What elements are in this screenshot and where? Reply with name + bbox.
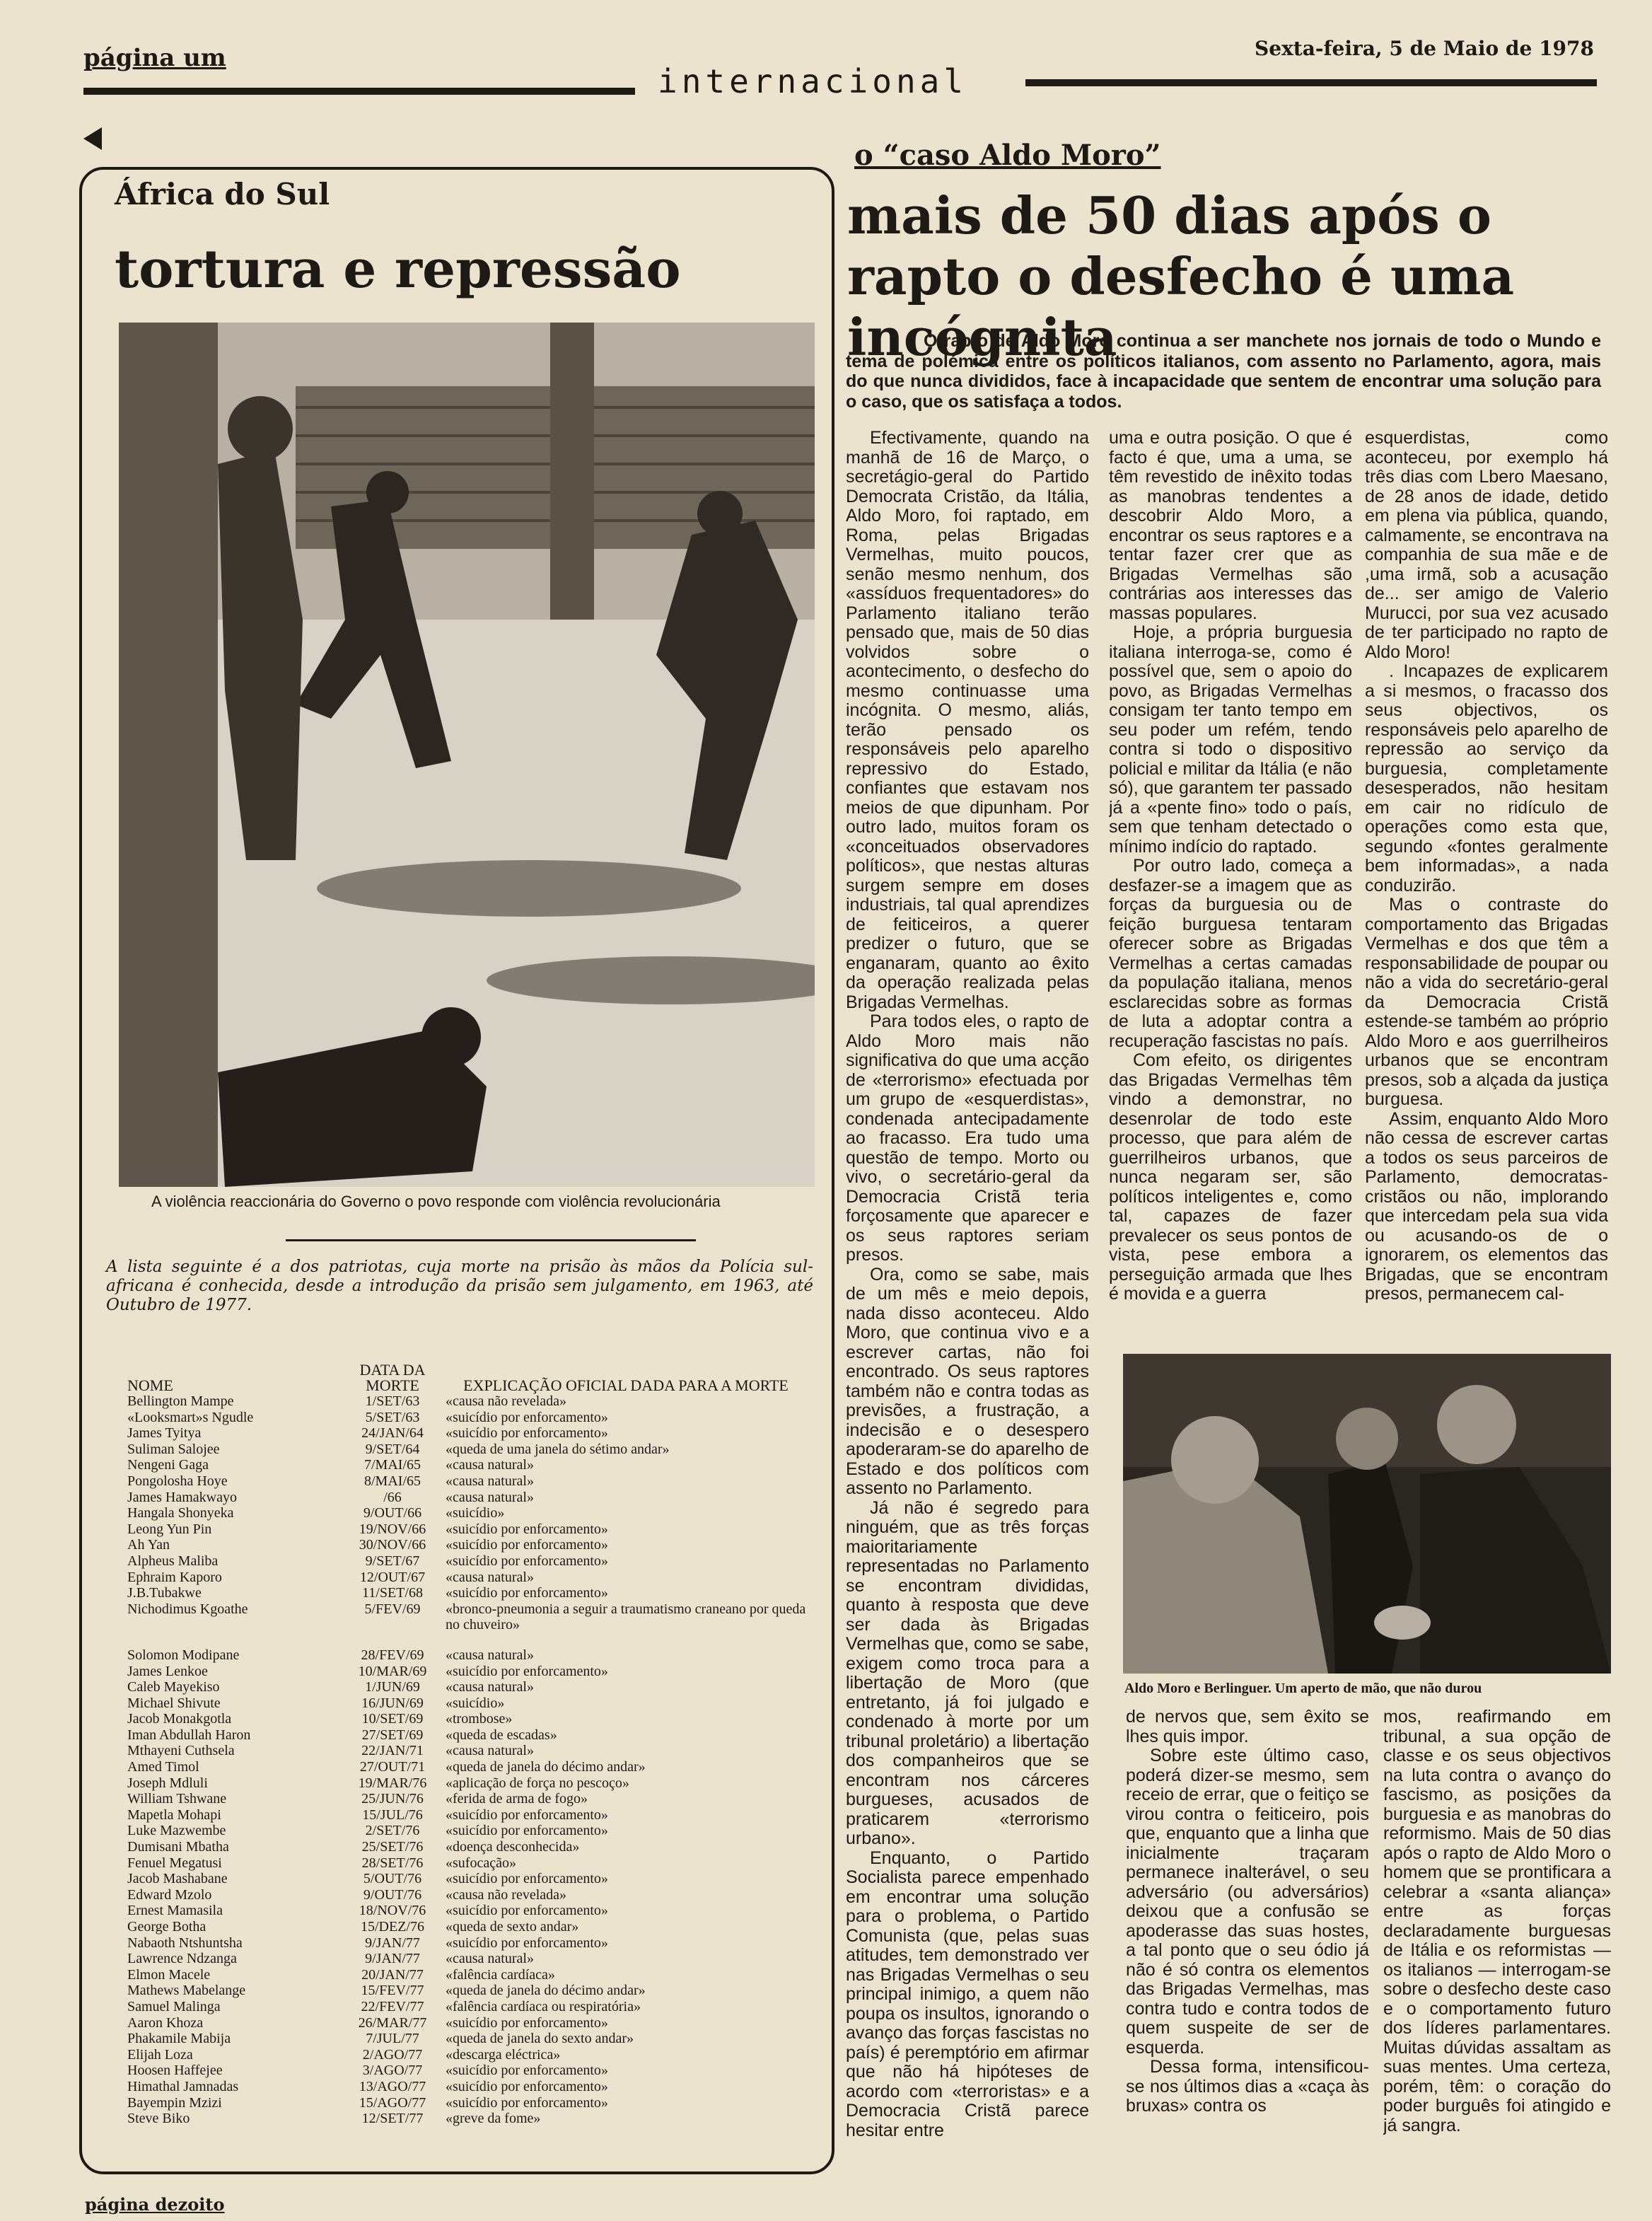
col2b-paragraph: Dessa forma, intensificou-se nos últimos dias a «caça às bruxas» contra os [1126,2057,1369,2116]
row-date: 18/NOV/76 [359,1903,426,1919]
row-name: Dumisani Mbatha [127,1839,229,1855]
row-explanation: «causa natural» [446,1569,534,1585]
row-name: Aaron Khoza [127,2014,204,2031]
row-explanation: «suicídio por enforcamento» [446,1537,608,1553]
row-date: 5/OUT/76 [363,1871,422,1887]
right-lede: O rapto de Aldo Moro continua a ser manchete nos jornais de todo o Mundo e tema de polémica entre os políticos italianos, com assento no Parlamento, agora, mais do que nunca divididos, face à incapacidade que sentem de encontrar uma solução para o caso, que os satisfaça a todos. [846,331,1601,412]
issue-date: Sexta-feira, 5 de Maio de 1978 [1255,37,1594,60]
table-row [127,1743,806,1759]
caption-divider [286,1239,696,1241]
row-date: 25/SET/76 [361,1839,424,1855]
row-explanation: «doença desconhecida» [446,1839,580,1855]
table-row [127,1951,806,1967]
table-row [127,1871,806,1887]
row-name: Mthayeni Cuthsela [127,1743,235,1759]
row-date: 24/JAN/64 [361,1425,424,1442]
row-name: Mathews Mabelange [127,1983,246,1999]
col3-paragraph: Assim, enquanto Aldo Moro não cessa de escrever cartas a todos os seus parceiros de Parlamento, democratas-cristãos ou não, implorando que intercedam pela sua vida ou acusando-os de o ignorarem, os elementos das Brigadas, que se encontram presos, permanecem cal- [1365,1108,1608,1304]
row-date: 26/MAR/77 [358,2014,427,2031]
row-date: 16/JUN/69 [361,1695,424,1711]
row-explanation: «suicídio por enforcamento» [446,1585,608,1601]
row-explanation: «causa natural» [446,1743,534,1759]
row-explanation: «sufocação» [446,1855,516,1871]
row-date: 5/FEV/69 [364,1601,421,1617]
table-row [127,1664,806,1680]
right-column-3 [1365,429,1608,1337]
row-name: Bayempin Mzizi [127,2094,222,2111]
table-row [127,1775,806,1792]
table-row [127,1823,806,1839]
row-explanation: «queda de janela do sexto andar» [446,2031,634,2047]
row-name: Nabaoth Ntshuntsha [127,1935,243,1951]
col3-paragraph: Mas o contraste do comportamento das Brigadas Vermelhas e dos que têm a responsabilidade de poupar ou não a vida do secretário-geral da Democracia Cristã estende-se também ao próprio Aldo Moro e aos guerrilheiros urbanos que se encontram presos, sob a alçada da justiça burguesa. [1365,895,1608,1109]
row-explanation: «suicídio por enforcamento» [446,2078,608,2094]
row-name: Himathal Jamnadas [127,2078,239,2094]
row-explanation: «suicídio por enforcamento» [446,1521,608,1537]
row-explanation: «suicídio por enforcamento» [446,2014,608,2031]
row-name: Iman Abdullah Haron [127,1727,251,1743]
table-row [127,1585,806,1601]
col2-paragraph: uma e outra posição. O que é facto é que, uma a uma, se têm revestido de inêxito todas as manobras tendentes a descobrir Aldo Moro, a encontrar os seus raptores e a tentar fazer crer que as Brigadas Vermelhas são contrárias aos interesses das massas populares. [1109,429,1352,623]
row-name: Mapetla Mohapi [127,1807,221,1823]
table-row [127,1887,806,1903]
row-name: Ah Yan [127,1537,170,1553]
row-date: 9/JAN/77 [365,1935,420,1951]
row-explanation: «aplicação de força no pescoço» [446,1775,629,1791]
table-row [127,1807,806,1823]
row-name: Caleb Mayekiso [127,1679,220,1695]
row-explanation: «causa natural» [446,1457,534,1473]
table-row [127,1601,806,1633]
table-row [127,1679,806,1695]
row-date: /66 [383,1489,402,1505]
col2-paragraph: Com efeito, os dirigentes das Brigadas Vermelhas têm vindo a demonstrar, no desenrolar de todo este processo, que para além de guerrilheiros urbanos, que nunca negaram ser, são políticos inteligentes e, como tal, capazes de fazer prevalecer os seus pontos de vista, pese embora a perseguição armada que lhes é movida e a guerra [1109,1050,1352,1304]
row-name: Elijah Loza [127,2046,193,2063]
table-row [127,1919,806,1935]
table-row [127,1537,806,1553]
row-name: Hoosen Haffejee [127,2063,223,2079]
row-date: 15/AGO/77 [359,2094,426,2111]
row-name: Ephraim Kaporo [127,1569,222,1585]
row-date: 10/SET/69 [361,1711,424,1727]
col3b-paragraph: mos, reafirmando em tribunal, a sua opção de classe e os seus objectivos na luta contra o avanço do fascismo, as posições da burguesia e as manobras do reformismo. Mais de 50 dias após o rapto de Aldo Moro o homem que se prontificara a celebrar a «santa aliança» entre as forças declaradamente burguesas de Itália e os reformistas — os italianos — interrogam-se sobre o desfecho deste caso e o comportamento futuro dos líderes parlamentares. Muitas dúvidas assaltam as suas mentes. Uma certeza, porém, têm: o coração do poder burguês foi atingido e já sangra. [1383,1707,1611,2135]
table-row [127,2095,806,2111]
table-row [127,1967,806,1983]
right-column-2 [1109,429,1352,1337]
col2-paragraph: Por outro lado, começa a desfazer-se a imagem que as forças da burguesia ou de feição burguesa tentaram oferecer sobre as Brigadas Vermelhas a certas camadas da população italiana, menos esclarecidas sobre as formas de luta a adoptar contra a recuperação fascistas no país. [1109,856,1352,1051]
table-row [127,2063,806,2079]
row-date: 3/AGO/77 [362,2063,423,2079]
row-name: Edward Mzolo [127,1886,212,1903]
row-date: 19/NOV/66 [359,1521,426,1537]
table-row [127,1903,806,1919]
table-row [127,1425,806,1442]
header-date: DATA DA MORTE [359,1361,426,1394]
row-name: Amed Timol [127,1759,199,1775]
table-row [127,1935,806,1952]
row-date: 2/AGO/77 [362,2046,423,2063]
row-date: 8/MAI/65 [364,1473,421,1489]
row-explanation: «causa natural» [446,1647,534,1663]
left-headline: tortura e repressão [115,239,681,300]
row-explanation: «trombose» [446,1711,513,1727]
row-explanation: «falência cardíaca» [446,1966,555,1983]
row-name: Steve Biko [127,2111,190,2127]
row-name: Nengeni Gaga [127,1457,209,1473]
deaths-table [127,1362,806,2127]
row-date: 27/OUT/71 [359,1759,426,1775]
row-explanation: «suicídio por enforcamento» [446,1425,608,1442]
row-date: 9/OUT/76 [363,1886,422,1903]
left-photo-caption: A violência reaccionária do Governo o povo responde com violência revolucionária [151,1193,721,1210]
row-explanation: «queda de escadas» [446,1727,557,1743]
table-row [127,1839,806,1855]
row-name [127,1633,339,1647]
row-explanation: «suicídio por enforcamento» [446,1553,608,1569]
row-name: Lawrence Ndzanga [127,1951,237,1967]
table-row [127,1727,806,1744]
row-date: 1/SET/63 [365,1393,420,1409]
row-name: James Tyitya [127,1425,202,1442]
row-date: 22/JAN/71 [361,1743,424,1759]
col3-paragraph: . Incapazes de explicarem a si mesmos, o fracasso dos seus objectivos, os responsáveis pelo aparelho de repressão ao serviço da burguesia, completamente desesperados, não hesitam em cair no ridículo de operações como esta que, segundo «fontes geralmente bem informadas», a nada conduzirão. [1365,661,1608,895]
row-name: Solomon Modipane [127,1647,240,1663]
table-row [127,1647,806,1664]
row-explanation: «suicídio» [446,1505,505,1521]
table-row [127,1695,806,1712]
row-date: 10/MAR/69 [358,1663,427,1679]
row-date: 7/JUL/77 [366,2031,419,2047]
row-explanation: «descarga eléctrica» [446,2046,561,2063]
table-row [127,1759,806,1775]
header-explanation: EXPLICAÇÃO OFICIAL DADA PARA A MORTE [463,1376,789,1394]
row-explanation: «queda de janela do décimo andar» [446,1759,646,1775]
row-name: Bellington Mampe [127,1393,234,1409]
row-name: James Lenkoe [127,1663,208,1679]
row-explanation: «suicídio por enforcamento» [446,2063,608,2079]
row-date: 1/JUN/69 [365,1679,420,1695]
table-row [127,1442,806,1458]
row-explanation: «suicídio por enforcamento» [446,1409,608,1425]
col3-paragraph: esquerdistas, como aconteceu, por exemplo há três dias com Lbero Maesano, de 28 anos de idade, detido em plena via pública, quando, calmamente, se encontrava na companhia de sua mãe e de ,uma irmã, sob a acusação de... ser amigo de Valerio Murucci, por sua vez acusado de ter participado no rapto de Aldo Moro! [1365,429,1608,662]
row-explanation: «greve da fome» [446,2111,541,2127]
col1-paragraph: Enquanto, o Partido Socialista parece empenhado em encontrar uma solução para o problema, o Partido Comunista (que, pelas suas atitudes, tem demonstrado ver nas Brigadas Vermelhas o seu principal inimigo, a quem não poupa os insultos, ignorando o avanço das forças fascistas no país) é peremptório em afirmar que não há hipóteses de acordo com «terroristas» e a Democracia Cristã parece hesitar entre [846,1848,1089,2140]
row-explanation: «suicídio por enforcamento» [446,1807,608,1823]
deaths-table-header [127,1362,806,1393]
row-name: Fenuel Megatusi [127,1855,222,1871]
right-kicker: o “caso Aldo Moro” [854,139,1161,172]
row-date: 15/DEZ/76 [361,1919,424,1935]
row-explanation: «causa natural» [446,1489,534,1505]
table-row [127,2111,806,2127]
table-row [127,2031,806,2047]
table-row [127,2079,806,2095]
row-name: Alpheus Maliba [127,1553,219,1569]
col1-paragraph: Para todos eles, o rapto de Aldo Moro mais não significativa do que uma acção de «terrorismo» efectuada por um grupo de «esquerdistas», condenada antecipadamente ao fracasso. Era tudo uma questão de tempo. Morto ou vivo, o secretário-geral da Democracia Cristã teria forçosamente que aparecer e os seus raptores seriam presos. [846,1011,1089,1265]
right-headline: mais de 50 dias após o rapto o desfecho é uma incógnita [847,185,1515,367]
row-date: 27/SET/69 [361,1727,424,1743]
protest-photo-image [119,323,815,1187]
row-explanation: «causa não revelada» [446,1886,567,1903]
right-column-2b [1126,1707,1369,2180]
table-row [127,1457,806,1473]
row-date: 30/NOV/66 [359,1537,426,1553]
row-name: «Looksmart»s Ngudle [127,1409,254,1425]
table-row [127,1410,806,1426]
right-photo-caption: Aldo Moro e Berlinguer. Um aperto de mão, que não durou [1124,1681,1482,1696]
page-footer: página dezoito [85,2194,225,2215]
row-name: James Hamakwayo [127,1489,237,1505]
table-row [127,1521,806,1538]
table-row [127,2047,806,2063]
row-date: 20/JAN/77 [361,1966,424,1983]
col2-paragraph: Hoje, a própria burguesia italiana interroga-se, como é possível que, sem o apoio do povo, as Brigadas Vermelhas consigam ter tanto tempo em seu poder um refém, tendo contra si todo o dispositivo policial e militar da Itália (e não só), que garantem ter passado já a «pente fino» todo o país, sem que tenham detectado o mínimo indício do raptado. [1109,622,1352,857]
row-name: Phakamile Mabija [127,2031,231,2047]
row-name: Leong Yun Pin [127,1521,212,1537]
table-row [127,1791,806,1807]
header-rule-left [83,88,635,95]
row-name: Samuel Malinga [127,1998,221,2014]
row-date: 7/MAI/65 [364,1457,421,1473]
moro-berlinguer-photo [1123,1354,1611,1674]
table-row [127,1999,806,2015]
row-explanation: «suicídio por enforcamento» [446,1903,608,1919]
table-row [127,1711,806,1727]
row-name: William Tshwane [127,1791,227,1807]
section-title: internacional [658,62,968,100]
col1-paragraph: Ora, como se sabe, mais de um mês e meio depois, nada disso aconteceu. Aldo Moro, que continua vivo e a escrever cartas, não foi encontrado. Os seus raptores também não e contra todas as previsões, a frustração, a indecisão e o desespero apoderaram-se do aparelho de Estado e dos políticos com assento no Parlamento. [846,1264,1089,1498]
row-name: George Botha [127,1919,206,1935]
row-name: Elmon Macele [127,1966,211,1983]
row-name: Luke Mazwembe [127,1823,226,1839]
row-name: Jacob Mashabane [127,1871,228,1887]
row-name: Joseph Mdluli [127,1775,208,1791]
table-row [127,1983,806,1999]
col2b-paragraph: Sobre este último caso, poderá dizer-se mesmo, sem receio de errar, que o feitiço se virou contra o feiticeiro, pois que, enquanto que a linha que inicialmente traçaram permanece inalterável, o seu adversário (ou adversários) deixou que a confusão se apoderasse das suas hostes, a tal ponto que o seu ódio já não é só contra os elementos das Brigadas Vermelhas, mas contra tudo e contra todos de quem suspeite de ser de esquerda. [1126,1746,1369,2058]
table-row [127,1490,806,1506]
row-name: Michael Shivute [127,1695,221,1711]
row-explanation: «ferida de arma de fogo» [446,1791,588,1807]
row-explanation: «causa natural» [446,1951,534,1967]
table-row [127,1633,806,1647]
row-explanation: «bronco-pneumonia a seguir a traumatismo craneano por queda no chuveiro» [446,1601,806,1633]
row-name: Ernest Mamasila [127,1903,223,1919]
row-name: Pongolosha Hoye [127,1473,228,1489]
row-explanation: «suicídio por enforcamento» [446,1935,608,1951]
right-column-1 [846,429,1089,2180]
header-name: NOME [127,1376,173,1394]
row-explanation: «suicídio por enforcamento» [446,1871,608,1887]
table-row [127,1393,806,1410]
row-explanation: «suicídio» [446,1695,505,1711]
row-name: Nichodimus Kgoathe [127,1601,248,1617]
row-date: 28/FEV/69 [361,1647,424,1663]
row-date: 12/OUT/67 [359,1569,426,1585]
row-date: 12/SET/77 [361,2111,424,2127]
handshake-photo-image [1123,1354,1611,1674]
left-intro-text: A lista seguinte é a dos patriotas, cuja morte na prisão às mãos da Polícia sul-africana é conhecida, desde a introdução da prisão sem julgamento, em 1963, até Outubro de 1977. [106,1258,813,1314]
row-explanation: «queda de uma janela do sétimo andar» [446,1441,670,1457]
row-explanation: «suicídio por enforcamento» [446,1663,608,1679]
section-left: página um [83,44,226,72]
left-kicker: África do Sul [115,177,330,211]
table-row [127,1570,806,1586]
col1-paragraph: Efectivamente, quando na manhã de 16 de Março, o secretágio-geral do Partido Democrata Cristão, da Itália, Aldo Moro, foi raptado, em Roma, pelas Brigadas Vermelhas, muito poucos, senão mesmo nenhum, dos «assíduos frequentadores» do Parlamento italiano terão pensado que, mais de 50 dias volvidos sobre o acontecimento, o desfecho do mesmo continuasse uma incógnita. O mesmo, aliás, terão pensado os responsáveis pelo aparelho repressivo do Estado, confiantes que estavam nos meios de que dipunham. Por outro lado, muitos foram os «conceituados observadores políticos», que nestas alturas surgem sempre em doses industriais, tal qual aprendizes de feiticeiros, a querer predizer o futuro, que se enganaram, quanto ao êxito da operação realizada pelas Brigadas Vermelhas. [846,429,1089,1012]
row-date: 11/SET/68 [362,1585,423,1601]
row-date: 15/JUL/76 [362,1807,423,1823]
row-name: Suliman Salojee [127,1441,220,1457]
row-date: 13/AGO/77 [359,2078,426,2094]
row-date: 25/JUN/76 [361,1791,424,1807]
header-rule-right [1025,79,1597,86]
col1-paragraph: Já não é segredo para ninguém, que as três forças maioritariamente representadas no Parlamento se encontram divididas, quanto à resposta que deve ser dada às Brigadas Vermelhas que, como se sabe, exigem como troca para a libertação de Moro (que entretanto, já foi julgado e condenado à morte por um tribunal proletário) a libertação dos companheiros que se encontram nos cárceres burgueses, acusados de praticarem «terrorismo urbano». [846,1497,1089,1848]
row-date: 9/OUT/66 [363,1505,422,1521]
row-explanation: «suicídio por enforcamento» [446,2094,608,2111]
row-date: 9/SET/64 [365,1441,420,1457]
row-explanation: «falência cardíaca ou respiratória» [446,1998,641,2014]
row-date [339,1633,446,1647]
row-date: 9/JAN/77 [365,1951,420,1967]
row-explanation: «causa não revelada» [446,1393,567,1409]
table-row [127,2015,806,2031]
row-explanation [446,1633,806,1647]
row-explanation: «queda de janela do décimo andar» [446,1983,646,1999]
table-row [127,1855,806,1872]
row-date: 22/FEV/77 [361,1998,424,2014]
row-name: Hangala Shonyeka [127,1505,234,1521]
table-row [127,1505,806,1521]
right-column-3b [1383,1707,1611,2180]
col2b-paragraph: de nervos que, sem êxito se lhes quis impor. [1126,1707,1369,1746]
row-date: 28/SET/76 [361,1855,424,1871]
row-date: 2/SET/76 [365,1823,420,1839]
table-row [127,1553,806,1570]
row-explanation: «causa natural» [446,1679,534,1695]
row-date: 5/SET/63 [365,1409,420,1425]
row-explanation: «causa natural» [446,1473,534,1489]
row-date: 9/SET/67 [365,1553,420,1569]
row-date: 15/FEV/77 [361,1983,424,1999]
table-row [127,1473,806,1490]
protest-photo [119,323,815,1187]
deaths-table-body [127,1393,806,2127]
left-arrow-icon [83,127,102,150]
row-date: 19/MAR/76 [358,1775,427,1791]
row-name: Jacob Monakgotla [127,1711,232,1727]
row-explanation: «suicídio por enforcamento» [446,1823,608,1839]
row-explanation: «queda de sexto andar» [446,1919,579,1935]
row-name: J.B.Tubakwe [127,1585,202,1601]
